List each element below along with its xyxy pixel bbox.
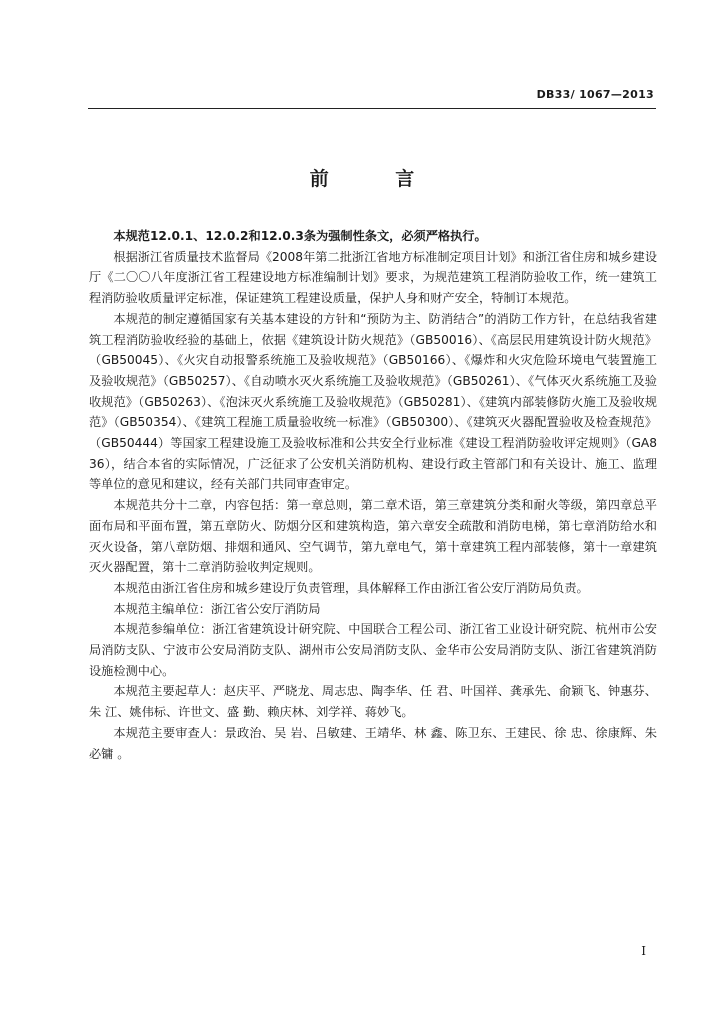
mandatory-clause-notice: 本规范12.0.1、12.0.2和12.0.3条为强制性条文，必须严格执行。	[113, 229, 487, 243]
paragraph-chapters: 本规范共分十二章，内容包括：第一章总则，第二章术语，第三章建筑分类和耐火等级，第四章总平面布局和平面布置，第五章防火、防烟分区和建筑构造，第六章安全疏散和消防电梯，第七章消防给水和灭火设备，第八章防烟、排烟和通风、空气调节，第九章电气，第十章建筑工程内部装修，第十一章建筑灭火器配置，第十二章消防验收判定规则。	[89, 498, 657, 575]
header-divider	[88, 108, 656, 109]
paragraph-chief-editor: 本规范主编单位：浙江省公安厅消防局	[113, 601, 321, 616]
paragraph-basis: 根据浙江省质量技术监督局《2008年第二批浙江省地方标准制定项目计划》和浙江省住房和城乡建设厅《二〇〇八年度浙江省工程建设地方标准编制计划》要求，为规范建筑工程消防验收工作，统一建筑工程消防验收质量评定标准，保证建筑工程建设质量，保护人身和财产安全，特制订本规范。	[89, 249, 657, 306]
page-number: I	[641, 944, 646, 958]
paragraph-drafters: 本规范主要起草人：赵庆平、严晓龙、周志忠、陶李华、任 君、叶国祥、龚承先、俞颖飞、钟惠芬、朱 江、姚伟标、许世文、盛 勤、赖庆林、刘学祥、蒋妙飞。	[89, 684, 657, 720]
paragraph-reviewers: 本规范主要审查人：景政治、吴 岩、吕敏建、王靖华、林 鑫、陈卫东、王建民、徐 忠、徐康辉、朱必镛 。	[89, 725, 657, 761]
foreword-body	[89, 226, 657, 764]
paragraph-management: 本规范由浙江省住房和城乡建设厅负责管理，具体解释工作由浙江省公安厅消防局负责。	[113, 580, 589, 595]
document-code: DB33/ 1067—2013	[536, 88, 654, 101]
page-title: 前 言	[309, 168, 445, 190]
paragraph-participating-units: 本规范参编单位：浙江省建筑设计研究院、中国联合工程公司、浙江省工业设计研究院、杭州市公安局消防支队、宁波市公安局消防支队、湖州市公安局消防支队、金华市公安局消防支队、浙江省建筑消防设施检测中心。	[89, 622, 657, 678]
paragraph-references: 本规范的制定遵循国家有关基本建设的方针和“预防为主、防消结合”的消防工作方针，在总结我省建筑工程消防验收经验的基础上，依据《建筑设计防火规范》（GB50016）、《高层民用建筑设计防火规范》（GB50045）、《火灾自动报警系统施工及验收规范》（GB50166）、《爆炸和火灾危险环境电气装置施工及验收规范》（GB50257）、《自动喷水灭火系统施工及验收规范》（GB50261）、《气体灭火系统施工及验收规范》（GB50263）、《泡沫灭火系统施工及验收规范》（GB50281）、《建筑内部装修防火施工及验收规范》（GB50354）、《建筑工程施工质量验收统一标准》（GB50300）、《建筑灭火器配置验收及检查规范》（GB50444）等国家工程建设施工及验收标准和公共安全行业标准《建设工程消防验收评定规则》（GA836），结合本省的实际情况，广泛征求了公安机关消防机构、建设行政主管部门和有关设计、施工、监理等单位的意见和建议，经有关部门共同审查审定。	[89, 311, 657, 492]
